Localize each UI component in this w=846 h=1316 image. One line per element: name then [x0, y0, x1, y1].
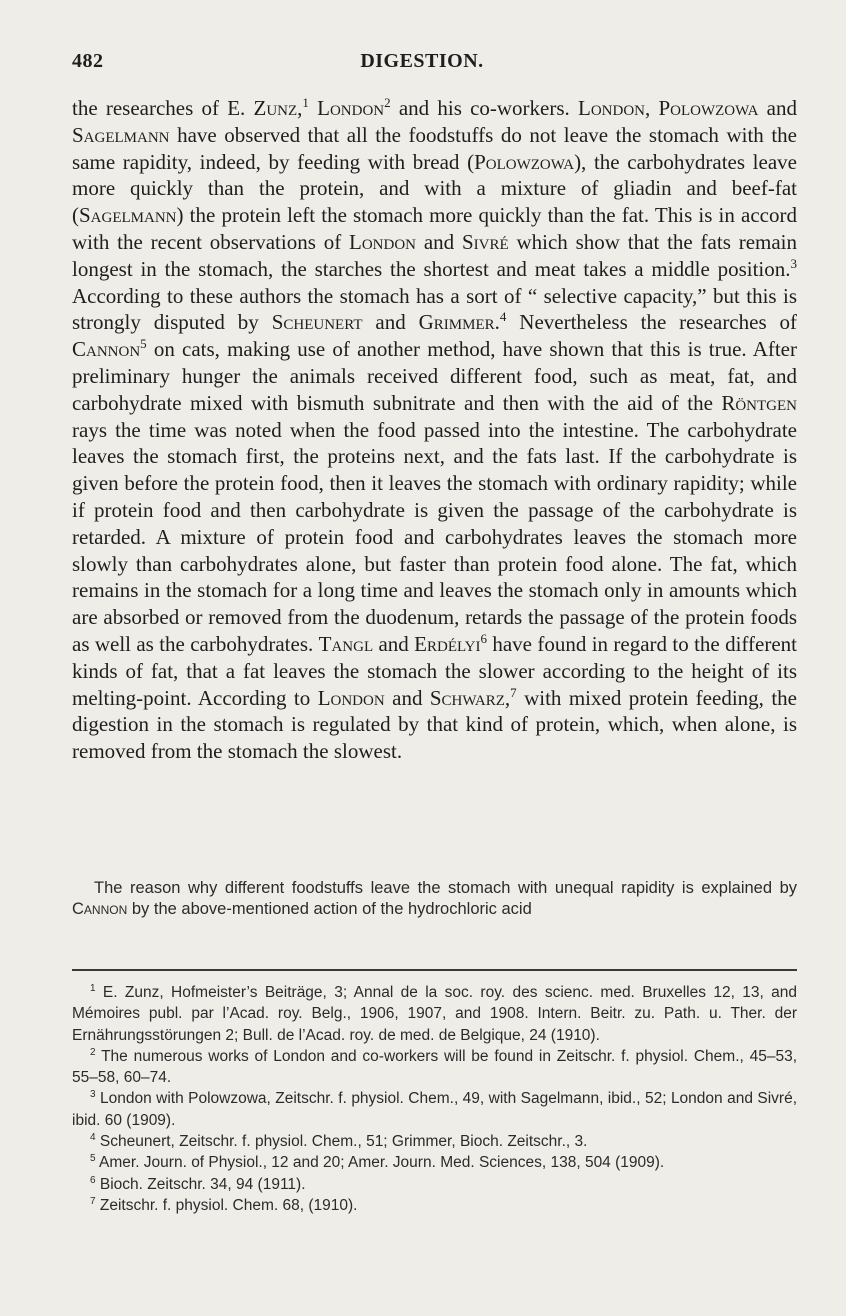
footnote-mark: 5 [90, 1153, 96, 1165]
text-run-1: According to these authors the stomach has a sort of “ selective capacity,” but this is strongly disputed by [72, 283, 797, 335]
footnote [72, 1152, 797, 1173]
term-rontgen: Röntgen [721, 390, 798, 415]
footnote-mark: 6 [90, 1174, 96, 1186]
text-run-5: have found in regard to the different kinds of fat, that a fat leaves the stomach the slower according to the height of its melting-point. According to [72, 631, 798, 710]
text-run-2: Nevertheless the researches of [519, 310, 798, 335]
running-title: DIGESTION. [360, 50, 484, 72]
footnote-mark: 7 [90, 1195, 96, 1207]
footnote-mark: 2 [90, 1046, 96, 1058]
author-schwarz: Schwarz [429, 685, 505, 710]
author-london: London [317, 685, 385, 710]
footnote-mark: 4 [90, 1131, 96, 1143]
text-run-intro: the researches of E. Zunz,$^1$ London$^2$ and his co-workers. London, Polowzowa and Sagelmann have observed that all the foodstuffs do not leave the stomach with the same rapidity, indeed, by feeding with bread (Polowzowa), the carbohydrates leave more quickly than the protein, and with a mixture of gliadin and beef-fat (Sagelmann) the protein left the stomach more quickly than the fat. This is in accord with the recent observations of London and Sivré which show that the fats remain longest in the stomach, the starches the shortest and meat takes a middle position.$^3$ [72, 95, 798, 281]
footnote-divider [72, 969, 797, 971]
footnote-text: Amer. Journ. of Physiol., 12 and 20; Amer. Journ. Med. Sciences, 138, 504 (1909). [99, 1154, 665, 1172]
main-text [72, 95, 797, 765]
author-cannon: Cannon [72, 337, 141, 362]
footnote-mark: 1 [90, 982, 96, 994]
footnote [72, 1046, 797, 1089]
footnote-text: Scheunert, Zeitschr. f. physiol. Chem., 51; Grimmer, Bioch. Zeitschr., 3. [99, 1133, 588, 1151]
author-scheunert: Scheunert [271, 310, 363, 335]
author-grimmer: Grimmer [418, 310, 495, 335]
footnote-text: E. Zunz, Hofmeister’s Beiträge, 3; Annal de la soc. roy. des scienc. med. Bruxelles 12, 13, and Mémoires publ. par l’Acad. roy. Belg., 1906, 1907, and 1908. Intern. Beitr. zu. Path. u. Ther. der Ernährungsstörungen 2; Bull. de l’Acad. roy. de med. de Belgique, 24 (1910). [72, 984, 797, 1044]
footnote [72, 1131, 797, 1152]
text-run-3: on cats, making use of another method, have shown that this is true. After preliminary hunger the animals received different food, such as meat, fat, and carbohydrate mixed with bismuth subnitrate and then with the aid of the [72, 337, 797, 415]
footnote [72, 982, 797, 1046]
small-para-name: Cannon [72, 900, 128, 918]
main-paragraph: the researches of E. Zunz,$^1$ London$^2$ and his co-workers. London, Polowzowa and Sagelmann have observed that all the foodstuffs do not leave the stomach with the same rapidity, indeed, by feeding with bread (Polowzowa), the carbohydrates leave more quickly than the protein, and with a mixture of gliadin and beef-fat (Sagelmann) the protein left the stomach more quickly than the fat. This is in accord with the recent observations of London and Sivré which show that the fats remain longest in the stomach, the starches the shortest and meat takes a middle position.$^3$ According to these authors the stomach has a sort of “ selective capacity,” but this is strongly disputed by Scheunert and Grimmer.$^4$ Nevertheless the researches of Cannon$^5$ on cats, making use of another method, have shown that this is true. After preliminary hunger the animals received different food, such as meat, fat, and carbohydrate mixed with bismuth subnitrate and then with the aid of the Röntgen rays the time was noted when the food passed into the intestine. The carbohydrate leaves the stomach first, the proteins next, and the fats last. If the carbohydrate is given before the protein food, then it leaves the stomach with ordinary rapidity; while if protein food and then carbohydrate is given the passage of the carbohydrate is retarded. A mixture of protein food and carbohydrates leaves the stomach more slowly than carbohydrates alone, but faster than protein food alone. The fat, which remains in the stomach for a long time and leaves the stomach only in amounts which are absorbed or removed from the duodenum, retards the passage of the protein foods as well as the carbohydrates. Tangl and Erdélyi$^6$ have found in regard to the different kinds of fat, that a fat leaves the stomach the slower according to the height of its melting-point. According to London and Schwarz,$^7$ with mixed protein feeding, the digestion in the stomach is regulated by that kind of protein, which, when alone, is removed from the stomach the slowest. [72, 95, 798, 764]
footnote-text: The numerous works of London and co-workers will be found in Zeitschr. f. physiol. Chem., 45–53, 55–58, 60–74. [72, 1047, 797, 1087]
footnote [72, 1174, 797, 1195]
footnote-text: Zeitschr. f. physiol. Chem. 68, (1910). [99, 1196, 358, 1214]
small-para-after: by the above-mentioned action of the hydrochloric acid [131, 900, 532, 918]
small-print-paragraph [72, 878, 797, 920]
footnote-mark: 3 [90, 1089, 96, 1101]
author-tangl: Tangl [318, 631, 374, 656]
footnotes [72, 982, 797, 1216]
author-erdelyi: Erdélyi [414, 631, 481, 656]
footnote-text: London with Polowzowa, Zeitschr. f. physiol. Chem., 49, with Sagelmann, ibid., 52; London and Sivré, ibid. 60 (1909). [72, 1090, 797, 1129]
text-run-4: rays the time was noted when the food passed into the intestine. The carbohydrate leaves the stomach first, the proteins next, and the fats last. If the carbohydrate is given before the protein food, then it leaves the stomach with ordinary rapidity; while if protein food and then carbohydrate is given the passage of the carbohydrate is retarded. A mixture of protein food and carbohydrates leaves the stomach more slowly than carbohydrates alone, but faster than protein food alone. The fat, which remains in the stomach for a long time and leaves the stomach only in amounts which are absorbed or removed from the duodenum, retards the passage of the protein foods as well as the carbohydrates. [72, 417, 797, 656]
page-header [72, 50, 772, 90]
text-run-6: with mixed protein feeding, the digestion in the stomach is regulated by that kind of protein, which, when alone, is removed from the stomach the slowest. [72, 685, 797, 764]
footnote-text: Bioch. Zeitschr. 34, 94 (1911). [99, 1175, 306, 1193]
footnote [72, 1088, 797, 1131]
footnote [72, 1195, 797, 1216]
page-number: 482 [72, 50, 104, 72]
small-para-before: The reason why different foodstuffs leave the stomach with unequal rapidity is explained by [94, 879, 797, 897]
